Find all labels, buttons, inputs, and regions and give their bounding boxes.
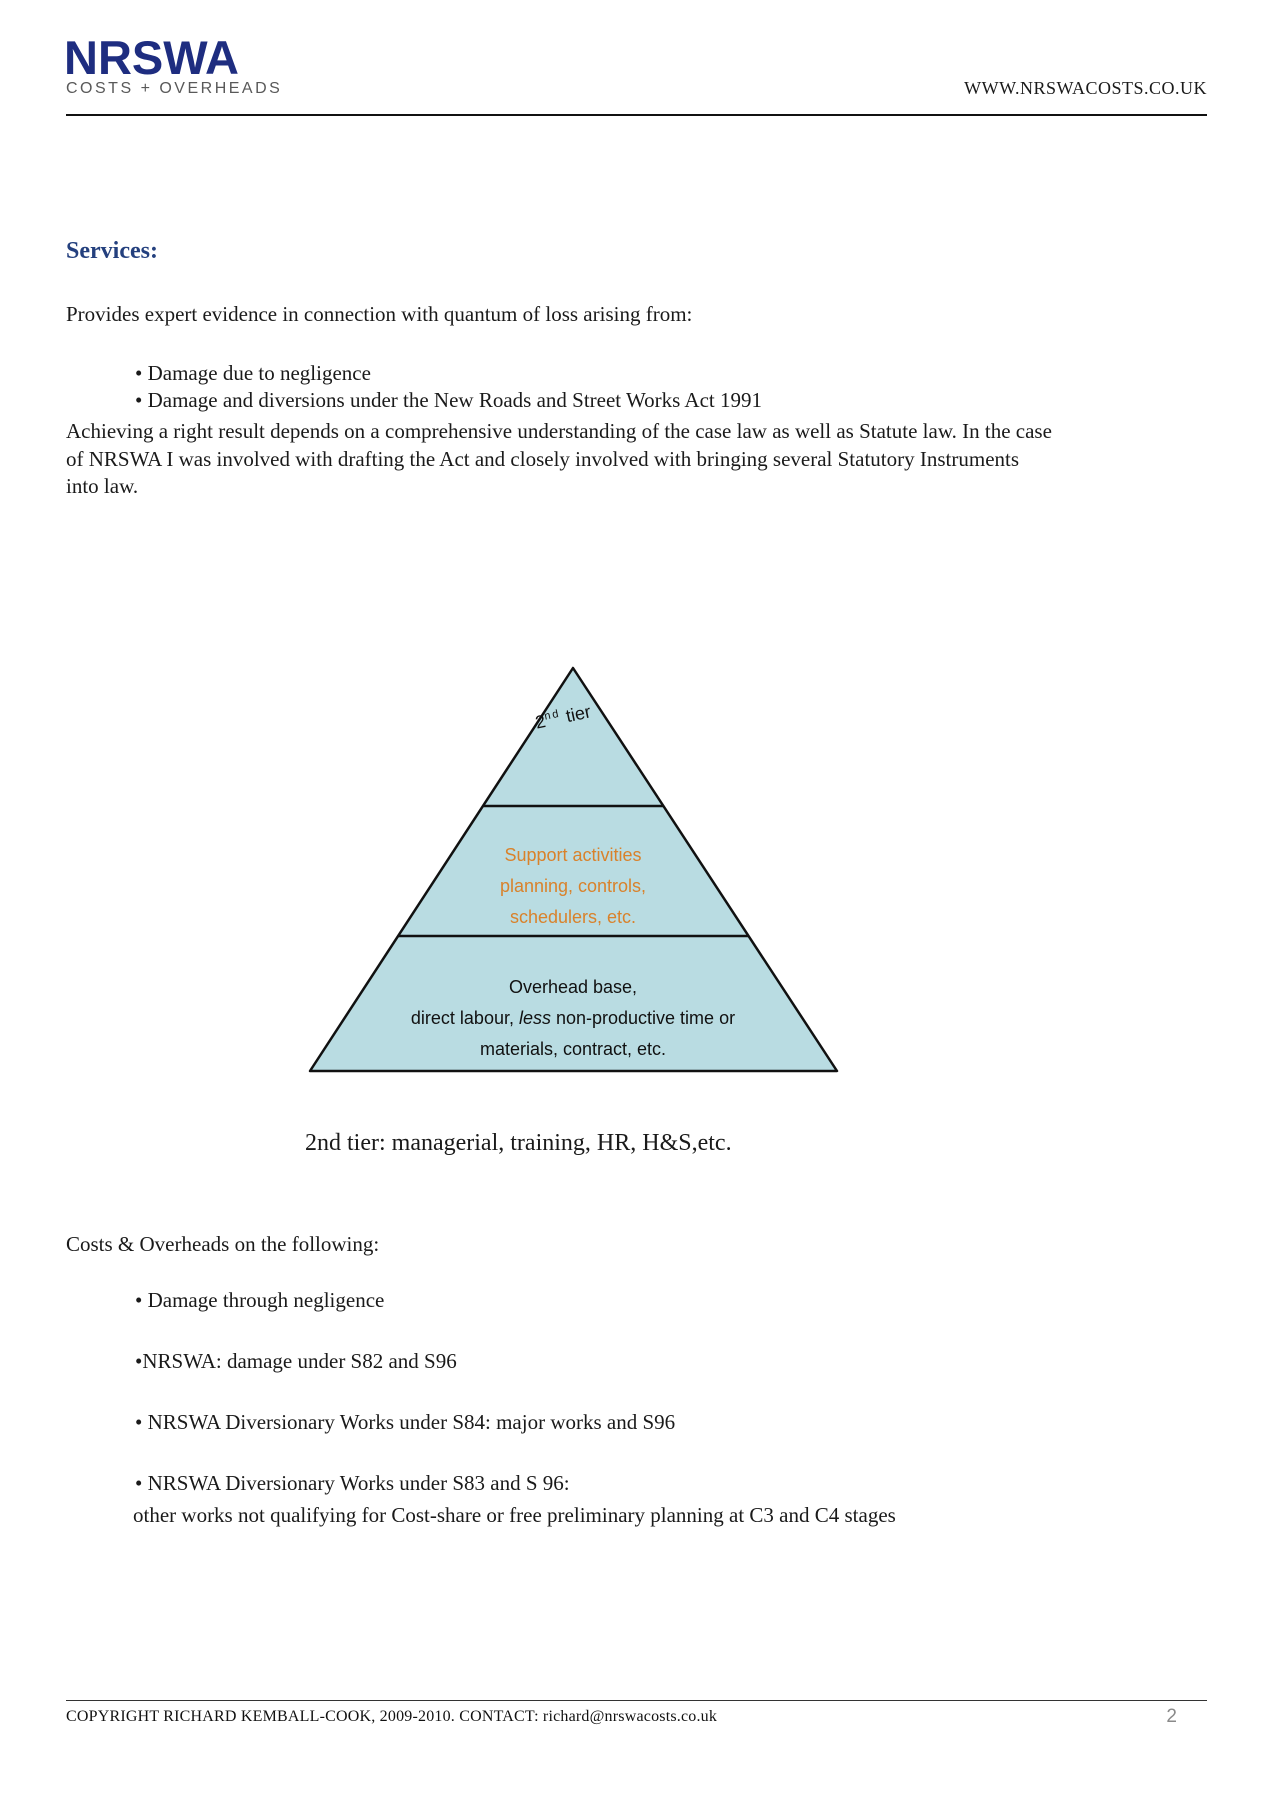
header-divider [66, 114, 1207, 116]
bottom-tier-line: materials, contract, etc. [479, 1039, 667, 1059]
bullet-item: • Damage and diversions under the New Roads and Street Works Act 1991 [135, 388, 762, 412]
footer-copyright: COPYRIGHT RICHARD KEMBALL-COOK, 2009-2010. CONTACT: richard@nrswacosts.co.uk [66, 1708, 718, 1725]
bullet-item: •NRSWA: damage under S82 and S96 [135, 1349, 457, 1373]
costs-heading: Costs & Overheads on the following: [66, 1232, 380, 1256]
website-url: WWW.NRSWACOSTS.CO.UK [964, 78, 1207, 98]
bullet-item: • NRSWA Diversionary Works under S84: major works and S96 [135, 1410, 676, 1434]
top-label-superscript: nd [543, 707, 562, 723]
bottom-tier-line: Overhead base, [508, 977, 638, 997]
top-label-base: 2 [533, 710, 548, 733]
bottom-line-2-pre: direct labour, [410, 1008, 519, 1028]
logo-subtitle: COSTS + OVERHEADS [66, 80, 283, 97]
costs-bullet-list [135, 1287, 675, 1499]
services-heading: Services: [66, 238, 158, 264]
bullet-item: • Damage due to negligence [135, 361, 371, 385]
bullet-continuation-line: other works not qualifying for Cost-share or free preliminary planning at C3 and C4 stages [133, 1503, 896, 1527]
footer-divider [66, 1700, 1207, 1701]
bullet-item: • NRSWA Diversionary Works under S83 and S 96: [135, 1471, 570, 1495]
pyramid-caption: 2nd tier: managerial, training, HR, H&S,etc. [305, 1130, 732, 1156]
bottom-line-2-italic: less [518, 1008, 551, 1028]
middle-tier-line: planning, controls, [499, 876, 647, 896]
bullet-item: • Damage through negligence [135, 1288, 385, 1312]
page-number: 2 [1166, 1706, 1177, 1727]
pyramid-middle-tier-text [420, 840, 726, 933]
logo-wordmark: NRSWA [64, 31, 239, 84]
services-intro: Provides expert evidence in connection with quantum of loss arising from: [66, 302, 693, 326]
bottom-tier-line [330, 1003, 816, 1034]
services-bullet-list [135, 360, 762, 414]
bottom-line-2-post: non-productive time or [550, 1008, 736, 1028]
pyramid-bottom-tier-text [330, 972, 816, 1065]
services-paragraph: Achieving a right result depends on a comprehensive understanding of the case law as well as Statute law. In the case of NRSWA I was involved with drafting the Act and closely involved with bringing several Statutory Instruments into law. [66, 419, 1052, 498]
top-label-rest: tier [559, 701, 593, 728]
middle-tier-line: schedulers, etc. [509, 907, 637, 927]
middle-tier-line: Support activities [504, 845, 642, 865]
